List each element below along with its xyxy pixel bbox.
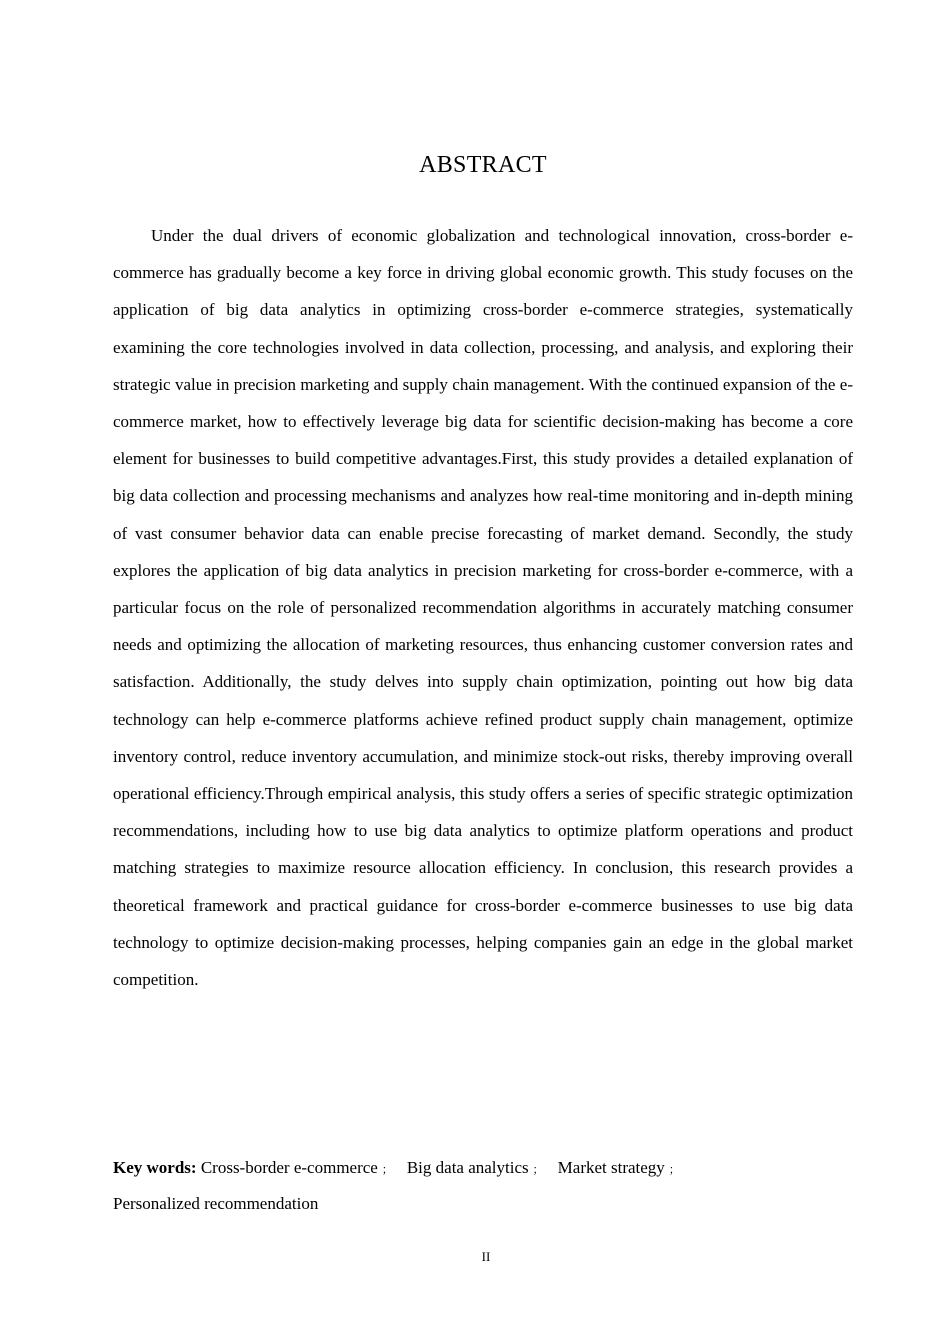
keywords-label: Key words: xyxy=(113,1158,197,1177)
keyword-item: Big data analytics xyxy=(406,1158,529,1177)
keyword-separator: ； xyxy=(381,1164,393,1176)
keyword-item: Cross-border e-commerce xyxy=(200,1158,378,1177)
keyword-item: Personalized recommendation xyxy=(113,1194,319,1213)
keywords-section xyxy=(113,1151,853,1221)
keyword-separator: ； xyxy=(668,1164,680,1176)
page-number: II xyxy=(481,1249,491,1264)
abstract-title: ABSTRACT xyxy=(419,152,547,178)
keyword-separator: ； xyxy=(532,1164,544,1176)
abstract-body: Under the dual drivers of economic globalization and technological innovation, cross-border e-commerce has gradually become a key force in driving global economic growth. This study focuses on the application of big data analytics in optimizing cross-border e-commerce strategies, systematically examining the core technologies involved in data collection, processing, and analysis, and exploring their strategic value in precision marketing and supply chain management. With the continued expansion of the e-commerce market, how to effectively leverage big data for scientific decision-making has become a core element for businesses to build competitive advantages.First, this study provides a detailed explanation of big data collection and processing mechanisms and analyzes how real-time monitoring and in-depth mining of vast consumer behavior data can enable precise forecasting of market demand. Secondly, the study explores the application of big data analytics in precision marketing for cross-border e-commerce, with a particular focus on the role of personalized recommendation algorithms in accurately matching consumer needs and optimizing the allocation of marketing resources, thus enhancing customer conversion rates and satisfaction. Additionally, the study delves into supply chain optimization, pointing out how big data technology can help e-commerce platforms achieve refined product supply chain management, optimize inventory control, reduce inventory accumulation, and minimize stock-out risks, thereby improving overall operational efficiency.Through empirical analysis, this study offers a series of specific strategic optimization recommendations, including how to use big data analytics to optimize platform operations and product matching strategies to maximize resource allocation efficiency. In conclusion, this research provides a theoretical framework and practical guidance for cross-border e-commerce businesses to use big data technology to optimize decision-making processes, helping companies gain an edge in the global market competition. xyxy=(113,226,853,990)
keyword-item: Market strategy xyxy=(557,1158,665,1177)
